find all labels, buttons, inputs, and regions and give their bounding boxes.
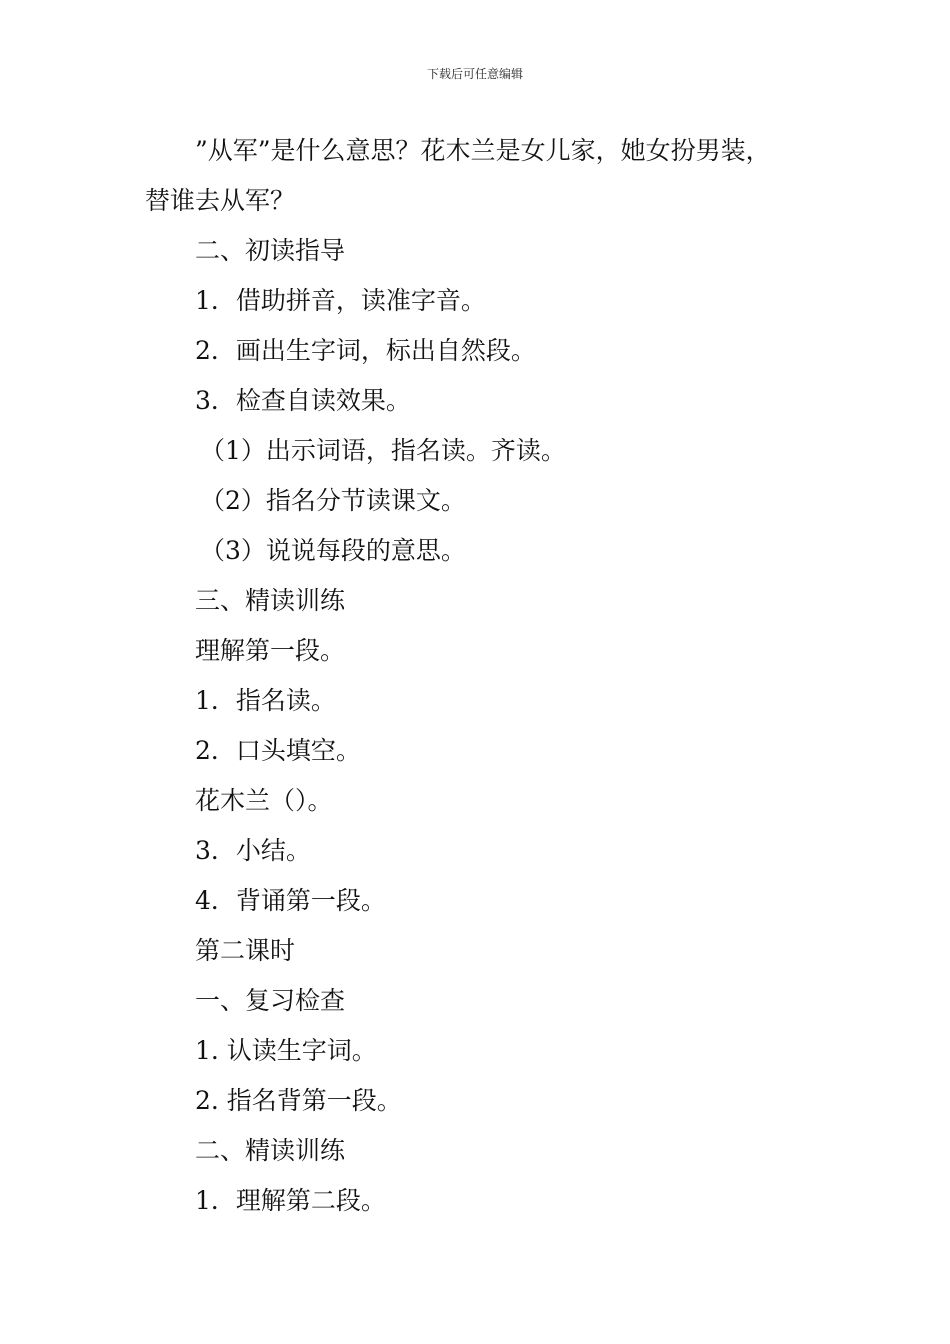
section-heading: 第二课时 — [195, 936, 296, 965]
list-item: 1．理解第二段。 — [195, 1186, 386, 1215]
section-heading: 二、精读训练 — [195, 1136, 346, 1165]
list-item: 2．口头填空。 — [195, 736, 361, 765]
list-item: 3．小结。 — [195, 836, 311, 865]
paragraph-line: ”从军”是什么意思？花木兰是女儿家，她女扮男装， — [195, 136, 771, 165]
paragraph-line: 理解第一段。 — [195, 636, 346, 665]
sub-list-item: （1）出示词语，指名读。齐读。 — [200, 436, 566, 465]
sub-list-item: （3）说说每段的意思。 — [200, 536, 466, 565]
paragraph-line: 替谁去从军？ — [145, 186, 296, 215]
list-item: 4．背诵第一段。 — [195, 886, 386, 915]
sub-list-item: （2）指名分节读课文。 — [200, 486, 466, 515]
section-heading: 二、初读指导 — [195, 236, 346, 265]
document-body — [145, 126, 835, 1226]
list-item: 2. 指名背第一段。 — [195, 1086, 402, 1115]
list-item: 1．指名读。 — [195, 686, 336, 715]
list-item: 3．检查自读效果。 — [195, 386, 411, 415]
section-heading: 一、复习检查 — [195, 986, 346, 1015]
section-heading: 三、精读训练 — [195, 586, 346, 615]
list-item: 1．借助拼音，读准字音。 — [195, 286, 486, 315]
list-item: 2．画出生字词，标出自然段。 — [195, 336, 536, 365]
paragraph-line: 花木兰（）。 — [195, 786, 333, 815]
list-item: 1. 认读生字词。 — [195, 1036, 377, 1065]
page-header: 下载后可任意编辑 — [426, 67, 523, 81]
